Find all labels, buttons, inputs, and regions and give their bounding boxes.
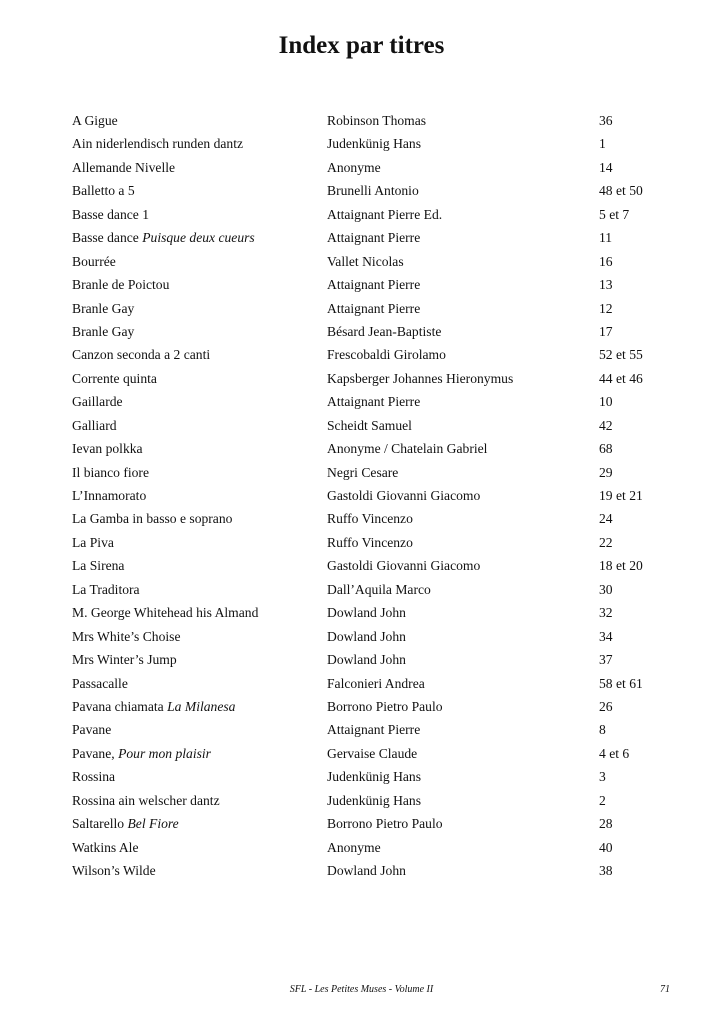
index-row-page: 19 et 21	[599, 488, 643, 503]
index-row-page: 22	[599, 534, 613, 550]
title-text: L’Innamorato	[72, 488, 147, 503]
index-row-title	[72, 695, 235, 718]
index-row-composer: Scheidt Samuel	[327, 417, 412, 433]
index-row	[72, 390, 672, 413]
index-row-composer: Bésard Jean-Baptiste	[327, 323, 442, 339]
index-row-page: 52 et 55	[599, 347, 643, 363]
title-text: Galliard	[72, 417, 117, 433]
index-row-page: 32	[599, 605, 613, 621]
index-row	[72, 554, 672, 577]
index-row	[72, 437, 672, 460]
title-text: Basse dance 1	[72, 206, 150, 222]
index-row-composer: Judenkünig Hans	[327, 136, 422, 152]
index-row-page: 34	[599, 628, 613, 644]
index-row-title	[72, 273, 169, 296]
index-row-composer: Attaignant Pierre	[327, 394, 421, 410]
index-row-title	[72, 718, 111, 741]
index-row-page: 30	[599, 581, 613, 597]
index-row-composer: Dowland John	[327, 863, 406, 878]
title-text: Il bianco fiore	[72, 464, 149, 480]
index-row	[72, 812, 672, 835]
index-row-composer: Attaignant Pierre	[327, 230, 421, 246]
index-row-title	[72, 226, 255, 249]
title-text: A Gigue	[72, 113, 118, 128]
index-row-page: 26	[599, 698, 613, 714]
title-text: Basse dance	[72, 230, 143, 246]
index-row-composer: Dowland John	[327, 628, 406, 644]
index-row-composer: Anonyme	[327, 159, 381, 175]
index-row-page: 16	[599, 253, 613, 269]
title-text: Passacalle	[72, 675, 128, 691]
index-row-page: 28	[599, 816, 613, 832]
index-row-title	[72, 648, 177, 671]
index-row-title	[72, 414, 117, 437]
index-row	[72, 578, 672, 601]
index-row-page: 29	[599, 464, 613, 480]
index-row-composer: Dowland John	[327, 605, 406, 621]
index-row-title	[72, 461, 149, 484]
index-row-composer: Ruffo Vincenzo	[327, 511, 413, 527]
index-row-title	[72, 742, 211, 765]
title-text: M. George Whitehead his Almand	[72, 605, 259, 621]
index-row-composer: Attaignant Pierre	[327, 722, 421, 738]
index-row-page: 37	[599, 652, 613, 668]
index-row-title	[72, 812, 179, 835]
index-row-composer: Dall’Aquila Marco	[327, 581, 431, 597]
title-text: Ievan polkka	[72, 441, 143, 457]
index-row-page: 38	[599, 863, 613, 878]
index-row	[72, 250, 672, 273]
title-text: Bourrée	[72, 253, 116, 269]
index-row	[72, 297, 672, 320]
index-row-composer: Vallet Nicolas	[327, 253, 404, 269]
index-row-title	[72, 836, 139, 859]
title-text: Branle Gay	[72, 323, 135, 339]
index-row-title	[72, 859, 156, 882]
index-row	[72, 203, 672, 226]
index-row-composer: Falconieri Andrea	[327, 675, 425, 691]
title-text: Rossina	[72, 769, 116, 785]
index-row-composer: Dowland John	[327, 652, 406, 668]
index-row-title	[72, 320, 134, 343]
index-row-page: 10	[599, 394, 613, 410]
index-row	[72, 461, 672, 484]
index-row-title	[72, 250, 116, 273]
title-text: Corrente quinta	[72, 370, 157, 386]
title-text: Mrs White’s Choise	[72, 628, 181, 644]
index-row-title	[72, 132, 243, 155]
title-italic-text: Bel Fiore	[127, 816, 179, 832]
title-text: Wilson’s Wilde	[72, 863, 156, 878]
index-row-page: 5 et 7	[599, 206, 630, 222]
index-row	[72, 836, 672, 859]
index-row-title	[72, 789, 220, 812]
title-text: Mrs Winter’s Jump	[72, 652, 177, 668]
index-row-page: 24	[599, 511, 613, 527]
index-row-title	[72, 156, 175, 179]
index-row-page: 42	[599, 417, 613, 433]
index-row	[72, 484, 672, 507]
index-row-composer: Borrono Pietro Paulo	[327, 698, 443, 714]
index-row-title	[72, 390, 123, 413]
index-row	[72, 672, 672, 695]
index-row	[72, 625, 672, 648]
footer-text: SFL - Les Petites Muses - Volume II	[289, 984, 434, 995]
index-row-page: 68	[599, 441, 613, 457]
index-row-title	[72, 554, 124, 577]
index-row-page: 17	[599, 323, 613, 339]
index-row-composer: Attaignant Pierre Ed.	[327, 206, 443, 222]
index-row-composer: Attaignant Pierre	[327, 277, 421, 293]
index-row-composer: Ruffo Vincenzo	[327, 534, 413, 550]
index-row	[72, 109, 672, 132]
index-row-composer: Judenkünig Hans	[327, 792, 422, 808]
title-italic-text: Puisque deux cueurs	[142, 230, 255, 246]
index-row	[72, 273, 672, 296]
index-row-page: 14	[599, 159, 613, 175]
index-row-page: 4 et 6	[599, 745, 630, 761]
index-row	[72, 320, 672, 343]
index-row-composer: Robinson Thomas	[327, 113, 427, 128]
index-row-composer: Attaignant Pierre	[327, 300, 421, 316]
index-table	[72, 109, 672, 882]
index-row-page: 40	[599, 839, 613, 855]
index-row-page: 12	[599, 300, 613, 316]
title-text: Rossina ain welscher dantz	[72, 792, 220, 808]
index-row	[72, 648, 672, 671]
title-italic-text: La Milanesa	[167, 698, 236, 714]
index-row	[72, 695, 672, 718]
index-row-page: 36	[599, 113, 613, 128]
index-row	[72, 132, 672, 155]
index-row-composer: Judenkünig Hans	[327, 769, 422, 785]
index-row	[72, 156, 672, 179]
title-text: Branle de Poictou	[72, 277, 170, 293]
index-row-title	[72, 367, 157, 390]
index-row-title	[72, 625, 181, 648]
title-text: Balletto a 5	[72, 183, 135, 199]
index-row	[72, 367, 672, 390]
index-row-page: 48 et 50	[599, 183, 643, 199]
index-row-page: 13	[599, 277, 613, 293]
index-row-title	[72, 343, 210, 366]
index-row-page: 1	[599, 136, 606, 152]
index-row	[72, 742, 672, 765]
index-row	[72, 601, 672, 624]
index-row	[72, 226, 672, 249]
index-row	[72, 531, 672, 554]
index-row-composer: Gervaise Claude	[327, 745, 418, 761]
index-row-composer: Frescobaldi Girolamo	[327, 347, 446, 363]
index-row-title	[72, 531, 114, 554]
index-row-composer: Borrono Pietro Paulo	[327, 816, 443, 832]
index-row-page: 2	[599, 792, 606, 808]
title-text: La Gamba in basso e soprano	[72, 511, 233, 527]
index-row-title	[72, 297, 134, 320]
title-text: La Sirena	[72, 558, 125, 574]
index-row-title	[72, 437, 143, 460]
index-row	[72, 718, 672, 741]
index-row-title	[72, 179, 135, 202]
index-row	[72, 414, 672, 437]
title-text: Pavane,	[72, 745, 119, 761]
index-row-page: 18 et 20	[599, 558, 643, 574]
index-row-composer: Anonyme / Chatelain Gabriel	[327, 441, 488, 457]
index-row-composer: Anonyme	[327, 839, 381, 855]
index-row-title	[72, 672, 128, 695]
title-text: Pavane	[72, 722, 112, 738]
index-row-page: 3	[599, 769, 606, 785]
index-row-page: 58 et 61	[599, 675, 643, 691]
index-row-page: 8	[599, 722, 606, 738]
index-row-title	[72, 109, 118, 132]
title-text: Branle Gay	[72, 300, 135, 316]
title-text: Ain niderlendisch runden dantz	[72, 136, 244, 152]
title-text: La Piva	[72, 534, 114, 550]
footer-page-number: 71	[660, 984, 670, 995]
index-row-title	[72, 203, 149, 226]
index-row-title	[72, 601, 258, 624]
index-row-title	[72, 507, 232, 530]
title-text: Canzon seconda a 2 canti	[72, 347, 211, 363]
title-text: Pavana chiamata	[72, 698, 168, 714]
index-row	[72, 179, 672, 202]
index-row-composer: Kapsberger Johannes Hieronymus	[327, 370, 514, 386]
index-row-title	[72, 578, 140, 601]
index-row	[72, 343, 672, 366]
index-row-title	[72, 484, 146, 507]
title-text: La Traditora	[72, 581, 140, 597]
index-row	[72, 789, 672, 812]
index-row	[72, 507, 672, 530]
index-row-page: 11	[599, 230, 613, 246]
title-text: Allemande Nivelle	[72, 159, 176, 175]
title-text: Gaillarde	[72, 394, 123, 410]
index-row	[72, 765, 672, 788]
index-row-title	[72, 765, 115, 788]
index-row-page: 44 et 46	[599, 370, 643, 386]
index-row-composer: Brunelli Antonio	[327, 183, 419, 199]
index-row-composer: Gastoldi Giovanni Giacomo	[327, 488, 481, 503]
title-text: Watkins Ale	[72, 839, 139, 855]
index-row	[72, 859, 672, 882]
index-row-composer: Negri Cesare	[327, 464, 399, 480]
title-italic-text: Pour mon plaisir	[118, 745, 211, 761]
index-row-composer: Gastoldi Giovanni Giacomo	[327, 558, 481, 574]
page-title: Index par titres	[278, 32, 445, 59]
title-text: Saltarello	[72, 816, 128, 832]
